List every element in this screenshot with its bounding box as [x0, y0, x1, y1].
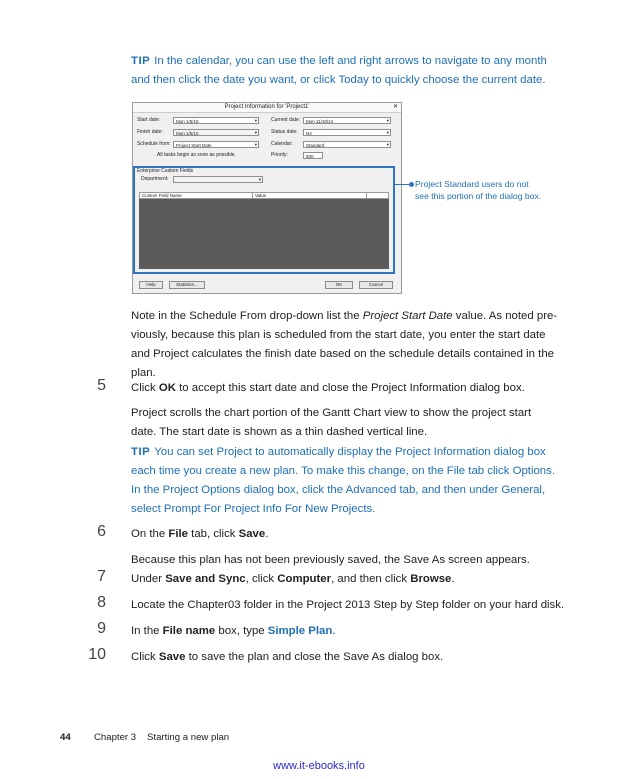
footer-title: Starting a new plan	[147, 732, 230, 743]
chevron-down-icon: ▾	[258, 177, 261, 182]
col-custom-field-name: Custom Field Name	[142, 193, 182, 198]
finish-date-value: Mon 1/5/15	[176, 131, 199, 136]
step-5-desc-1: Project scrolls the chart portion of the Gantt Chart view to show the project start	[131, 407, 532, 419]
step-7	[131, 570, 591, 589]
chevron-down-icon: ▾	[386, 142, 389, 147]
step-9-d: Simple Plan	[267, 625, 333, 637]
calendar-label: Calendar:	[271, 141, 293, 147]
schedule-from-select[interactable]	[173, 141, 259, 148]
step-7-c: , click	[245, 573, 278, 585]
calendar-select[interactable]	[303, 141, 391, 148]
step-5-desc-2: date. The start date is shown as a thin dashed vertical line.	[131, 426, 428, 438]
finish-date-field[interactable]	[173, 129, 259, 136]
chevron-down-icon: ▾	[254, 130, 257, 135]
step-9-e: .	[332, 625, 336, 637]
close-icon[interactable]: ✕	[392, 104, 398, 110]
step-5-number: 5	[97, 377, 106, 394]
status-date-label: Status date:	[271, 129, 298, 135]
callout-line-1: Project Standard users do not	[415, 179, 529, 189]
note-line-3: and Project calculates the finish date based on the schedule details contained in the	[131, 348, 555, 360]
tip-1-line-2: and then click the date you want, or click Today to quickly choose the current date.	[131, 74, 546, 86]
status-date-value: NA	[306, 131, 313, 136]
step-7-d: Computer	[277, 573, 332, 585]
dialog-title: Project Information for 'Project1'	[133, 103, 401, 113]
step-9-number: 9	[97, 620, 106, 637]
note-text-a: Note in the Schedule From drop-down list the	[131, 310, 363, 322]
step-6-c: tab, click	[187, 528, 239, 540]
step-10-c: to save the plan and close the Save As dialog box.	[185, 651, 444, 663]
finish-date-label: Finish date:	[137, 129, 163, 135]
step-5-main	[131, 379, 591, 398]
priority-value: 500	[306, 154, 314, 159]
tip-2-line-1	[131, 443, 601, 462]
note-line-1	[131, 307, 591, 326]
tip-1	[131, 52, 591, 90]
note-text-b: value. As noted pre-	[452, 310, 558, 322]
step-8-number: 8	[97, 594, 106, 611]
chevron-down-icon: ▾	[386, 130, 389, 135]
step-6-number: 6	[97, 523, 106, 540]
step-5-b: OK	[158, 382, 176, 394]
ok-button[interactable]: OK	[325, 281, 353, 289]
step-6-sub: Because this plan has not been previously saved, the Save As screen appears.	[131, 554, 530, 566]
note-italic: Project Start Date	[362, 310, 453, 322]
step-9-a: In the	[131, 625, 163, 637]
step-6-e: .	[265, 528, 269, 540]
step-7-b: Save and Sync	[165, 573, 246, 585]
step-7-g: .	[451, 573, 455, 585]
current-date-field[interactable]	[303, 117, 391, 124]
step-7-a: Under	[131, 573, 166, 585]
footer-chapter: Chapter 3	[94, 732, 137, 743]
department-label: Department:	[141, 176, 169, 182]
step-6	[131, 525, 591, 570]
callout-line-2: see this portion of the dialog box.	[415, 191, 542, 201]
col-value: Value	[252, 193, 266, 199]
step-5-a: Click	[131, 382, 159, 394]
step-6-main	[131, 525, 591, 544]
step-6-a: On the	[131, 528, 169, 540]
schedule-note: All tasks begin as soon as possible.	[157, 152, 236, 158]
step-6-d: Save	[238, 528, 266, 540]
step-10-a: Click	[131, 651, 159, 663]
tip-1-label: TIP	[131, 55, 151, 67]
schedule-from-value: Project Start Date	[176, 143, 212, 148]
statistics-button[interactable]: Statistics...	[169, 281, 205, 289]
highlight-box	[133, 166, 395, 274]
tip-2-text-1: You can set Project to automatically display the Project Information dialog box	[154, 446, 546, 458]
step-6-b: File	[168, 528, 188, 540]
tip-2-line-4: select Prompt For Project Info For New Projects.	[131, 503, 376, 515]
status-date-field[interactable]	[303, 129, 391, 136]
start-date-field[interactable]	[173, 117, 259, 124]
start-date-value: Mon 1/5/15	[176, 119, 199, 124]
tip-2	[131, 443, 601, 519]
step-5	[131, 379, 591, 442]
priority-field[interactable]	[303, 152, 323, 159]
current-date-label: Current date:	[271, 117, 301, 123]
step-9-b: File name	[162, 625, 216, 637]
calendar-value: Standard	[306, 143, 325, 148]
step-10-number: 10	[88, 646, 106, 663]
help-button[interactable]: Help	[139, 281, 163, 289]
note-line-2: viously, because this plan is scheduled from the start date, you enter the start date	[131, 329, 546, 341]
chevron-down-icon: ▾	[254, 118, 257, 123]
cancel-button[interactable]: Cancel	[359, 281, 393, 289]
step-10	[131, 648, 591, 667]
enterprise-custom-fields-label: Enterprise Custom Fields	[137, 168, 194, 174]
step-7-e: , and then click	[331, 573, 411, 585]
start-date-label: Start date:	[137, 117, 161, 123]
watermark-link[interactable]: www.it-ebooks.info	[273, 760, 365, 772]
priority-label: Priority:	[271, 152, 288, 158]
step-9	[131, 622, 591, 641]
step-10-b: Save	[158, 651, 186, 663]
step-8: Locate the Chapter03 folder in the Project 2013 Step by Step folder on your hard disk.	[131, 599, 565, 611]
step-7-number: 7	[97, 568, 106, 585]
note-line-4: plan.	[131, 367, 156, 379]
schedule-from-label: Schedule from:	[137, 141, 171, 147]
step-7-f: Browse	[410, 573, 452, 585]
callout-dot	[409, 182, 414, 187]
tip-1-text-1: In the calendar, you can use the left and right arrows to navigate to any month	[154, 55, 547, 67]
tip-1-line-1	[131, 52, 591, 71]
step-5-c: to accept this start date and close the Project Information dialog box.	[175, 382, 525, 394]
note-paragraph	[131, 307, 591, 383]
chevron-down-icon: ▾	[386, 118, 389, 123]
step-9-c: box, type	[215, 625, 268, 637]
tip-2-label: TIP	[131, 446, 151, 458]
chevron-down-icon: ▾	[254, 142, 257, 147]
tip-2-line-3: In the Project Options dialog box, click the Advanced tab, and then under General,	[131, 484, 546, 496]
page-number: 44	[60, 732, 71, 743]
callout-text	[415, 178, 565, 202]
tip-2-line-2: each time you create a new plan. To make this change, on the File tab click Options.	[131, 465, 556, 477]
current-date-value: Mon 11/10/14	[306, 119, 334, 124]
